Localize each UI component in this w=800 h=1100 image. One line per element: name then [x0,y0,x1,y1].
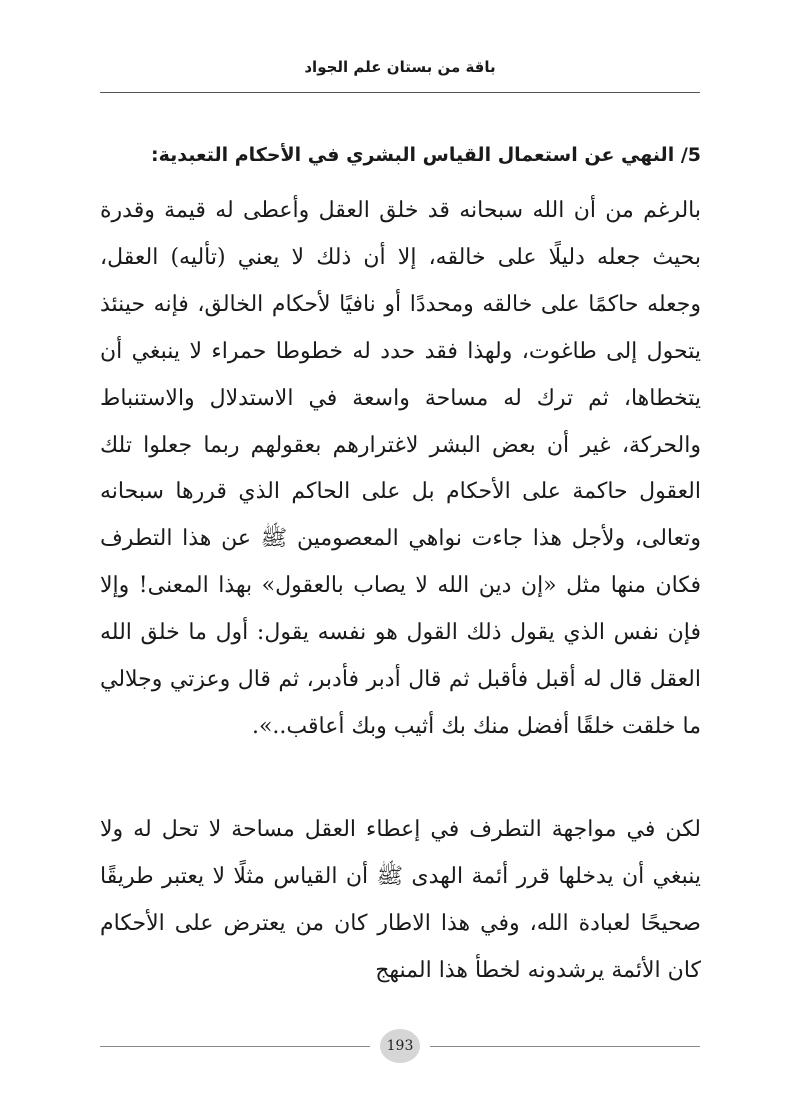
footer-rule-left [100,1046,370,1047]
section-heading: 5/ النهي عن استعمال القياس البشري في الأحكام التعبدية: [150,144,701,166]
footer-rule-right [430,1046,700,1047]
running-header: باقة من بستان علم الجواد [304,58,496,76]
page-number-badge: 193 [380,1029,420,1063]
body-paragraph-2: لكن في مواجهة التطرف في إعطاء العقل مساحة لا تحل له ولا ينبغي أن يدخلها قرر أئمة الهدى ﷺ أن القياس مثلًا لا يعتبر طريقًا صحيحًا لعبادة الله، وفي هذا الاطار كان من يعترض على الأحكام كان الأئمة يرشدونه لخطأ هذا المنهج [100,817,701,983]
body-paragraph-1: بالرغم من أن الله سبحانه قد خلق العقل وأعطى له قيمة وقدرة بحيث جعله دليلًا على خالقه، إلا أن ذلك لا يعني (تأليه) العقل، وجعله حاكمًا على خالقه ومحددًا أو نافيًا لأحكام الخالق، فإنه حينئذ يتحول إلى طاغوت، ولهذا فقد حدد له خطوطا حمراء لا ينبغي أن يتخطاها، ثم ترك له مساحة واسعة في الاستدلال والاستنباط والحركة، غير أن بعض البشر لاغترارهم بعقولهم ربما جعلوا تلك العقول حاكمة على الأحكام بل على الحاكم الذي قررها سبحانه وتعالى، ولأجل هذا جاءت نواهي المعصومين ﷺ عن هذا التطرف فكان منها مثل «إن دين الله لا يصاب بالعقول» بهذا المعنى! وإلا فإن نفس الذي يقول ذلك القول هو نفسه يقول: أول ما خلق الله العقل قال له أقبل فأقبل ثم قال أدبر فأدبر، ثم قال وعزتي وجلالي ما خلقت خلقًا أفضل منك بك أثيب وبك أعاقب..». [100,198,701,739]
header-divider [100,92,700,93]
page-footer [100,1026,700,1066]
